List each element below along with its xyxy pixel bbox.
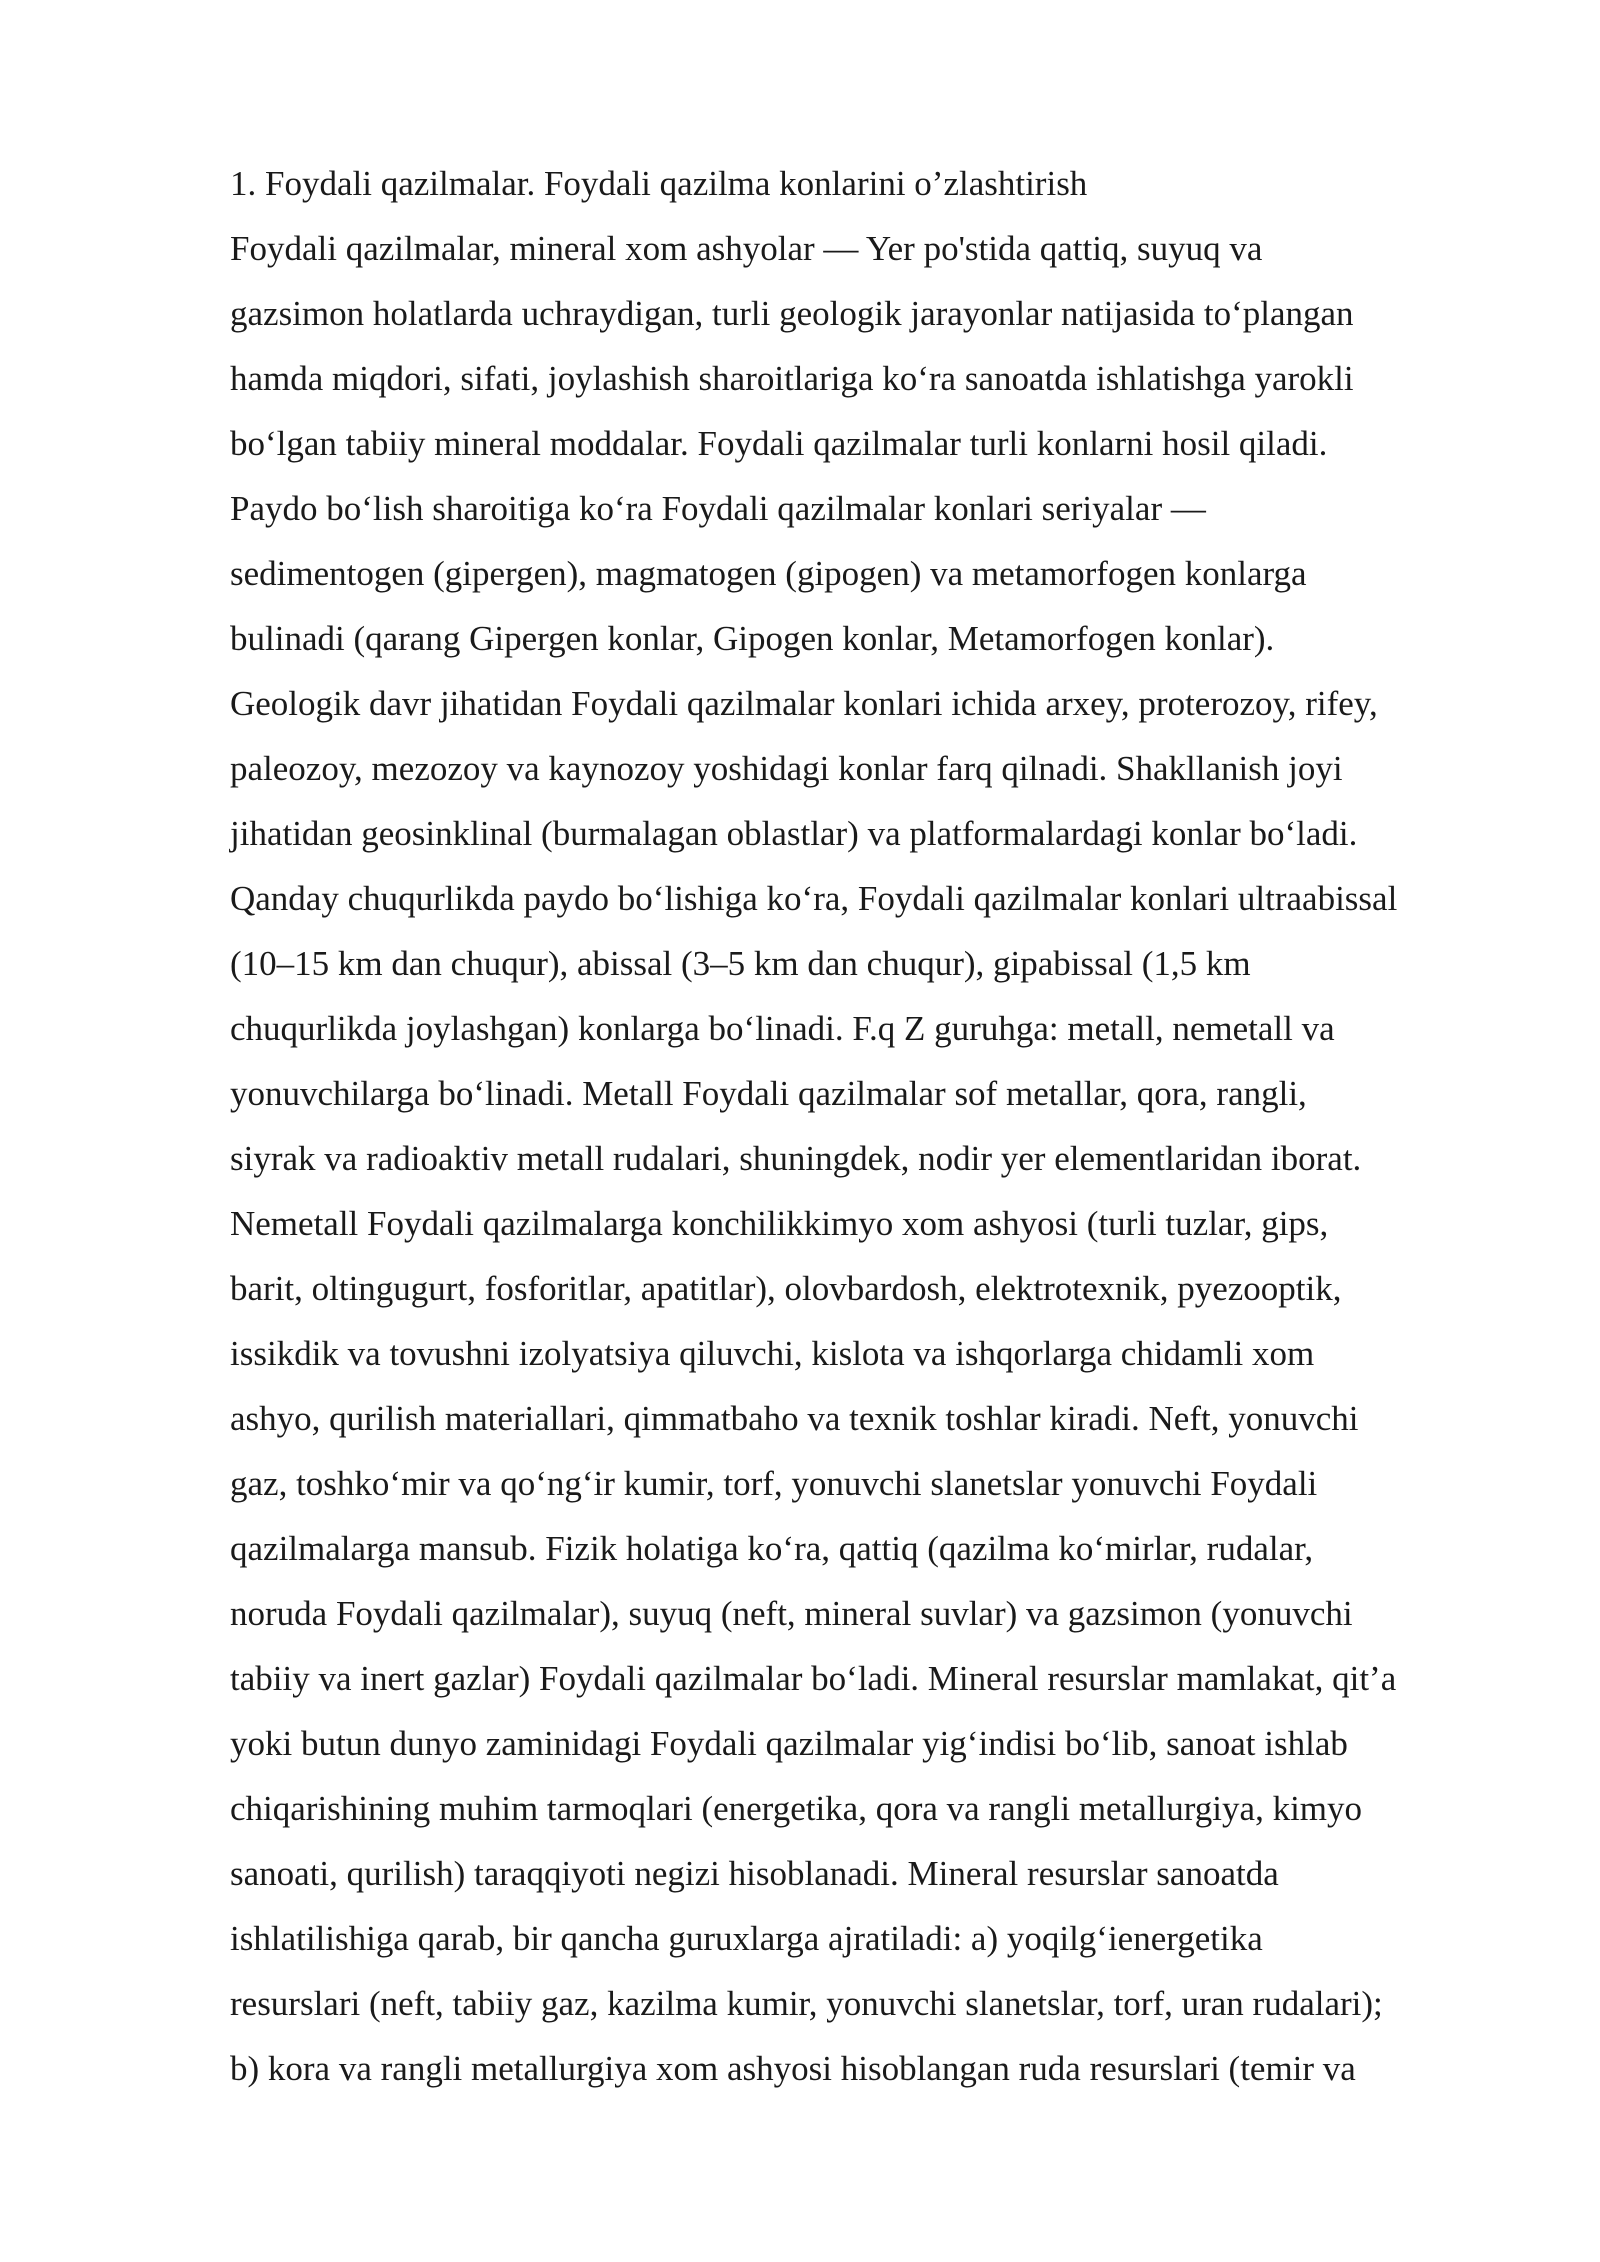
text-line: noruda Foydali qazilmalar), suyuq (neft, mineral suvlar) va gazsimon (yonuvchi — [230, 1594, 1353, 1633]
text-line: barit, oltingugurt, fosforitlar, apatitlar), olovbardosh, elektrotexnik, pyezooptik, — [230, 1269, 1342, 1308]
document-title: 1. Foydali qazilmalar. Foydali qazilma konlarini o’zlashtirish — [230, 164, 1088, 203]
text-line: chiqarishining muhim tarmoqlari (energetika, qora va rangli metallurgiya, kimyo — [230, 1789, 1363, 1828]
text-line: tabiiy va inert gazlar) Foydali qazilmalar bo‘ladi. Mineral resurslar mamlakat, qit’a — [230, 1659, 1397, 1698]
text-line: b) kora va rangli metallurgiya xom ashyosi hisoblangan ruda resurslari (temir va — [230, 2049, 1356, 2088]
text-line: chuqurlikda joylashgan) konlarga bo‘linadi. F.q Z guruhga: metall, nemetall va — [230, 1009, 1335, 1048]
text-line: Qanday chuqurlikda paydo bo‘lishiga ko‘ra, Foydali qazilmalar konlari ultraabissal — [230, 879, 1398, 918]
text-line: Nemetall Foydali qazilmalarga konchilikkimyo xom ashyosi (turli tuzlar, gips, — [230, 1204, 1329, 1243]
text-line: hamda miqdori, sifati, joylashish sharoitlariga ko‘ra sanoatda ishlatishga yarokli — [230, 359, 1354, 398]
text-line: Geologik davr jihatidan Foydali qazilmalar konlari ichida arxey, proterozoy, rifey, — [230, 684, 1378, 723]
text-line: resurslari (neft, tabiiy gaz, kazilma kumir, yonuvchi slanetslar, torf, uran rudalari); — [230, 1984, 1383, 2023]
text-line: sedimentogen (gipergen), magmatogen (gipogen) va metamorfogen konlarga — [230, 554, 1307, 593]
text-line: bo‘lgan tabiiy mineral moddalar. Foydali qazilmalar turli konlarni hosil qiladi. — [230, 424, 1328, 463]
text-line: Paydo bo‘lish sharoitiga ko‘ra Foydali qazilmalar konlari seriyalar — — [230, 489, 1206, 528]
text-line: jihatidan geosinklinal (burmalagan oblastlar) va platformalardagi konlar bo‘ladi. — [230, 814, 1358, 853]
text-line: qazilmalarga mansub. Fizik holatiga ko‘ra, qattiq (qazilma ko‘mirlar, rudalar, — [230, 1529, 1314, 1568]
document-body — [230, 151, 1530, 2101]
text-line: Foydali qazilmalar, mineral xom ashyolar — Yer po'stida qattiq, suyuq va — [230, 229, 1263, 268]
text-line: yoki butun dunyo zaminidagi Foydali qazilmalar yig‘indisi bo‘lib, sanoat ishlab — [230, 1724, 1348, 1763]
text-line: paleozoy, mezozoy va kaynozoy yoshidagi konlar farq qilnadi. Shakllanish joyi — [230, 749, 1343, 788]
text-line: gazsimon holatlarda uchraydigan, turli geologik jarayonlar natijasida to‘plangan — [230, 294, 1354, 333]
text-line: ashyo, qurilish materiallari, qimmatbaho va texnik toshlar kiradi. Neft, yonuvchi — [230, 1399, 1359, 1438]
text-line: (10–15 km dan chuqur), abissal (3–5 km dan chuqur), gipabissal (1,5 km — [230, 944, 1251, 983]
text-line: sanoati, qurilish) taraqqiyoti negizi hisoblanadi. Mineral resurslar sanoatda — [230, 1854, 1279, 1893]
text-line: issikdik va tovushni izolyatsiya qiluvchi, kislota va ishqorlarga chidamli xom — [230, 1334, 1315, 1373]
text-line: gaz, toshko‘mir va qo‘ng‘ir kumir, torf, yonuvchi slanetslar yonuvchi Foydali — [230, 1464, 1318, 1503]
text-line: siyrak va radioaktiv metall rudalari, shuningdek, nodir yer elementlaridan iborat. — [230, 1139, 1362, 1178]
text-line: yonuvchilarga bo‘linadi. Metall Foydali qazilmalar sof metallar, qora, rangli, — [230, 1074, 1307, 1113]
text-line: ishlatilishiga qarab, bir qancha guruxlarga ajratiladi: a) yoqilg‘ienergetika — [230, 1919, 1263, 1958]
text-line: bulinadi (qarang Gipergen konlar, Gipogen konlar, Metamorfogen konlar). — [230, 619, 1275, 658]
